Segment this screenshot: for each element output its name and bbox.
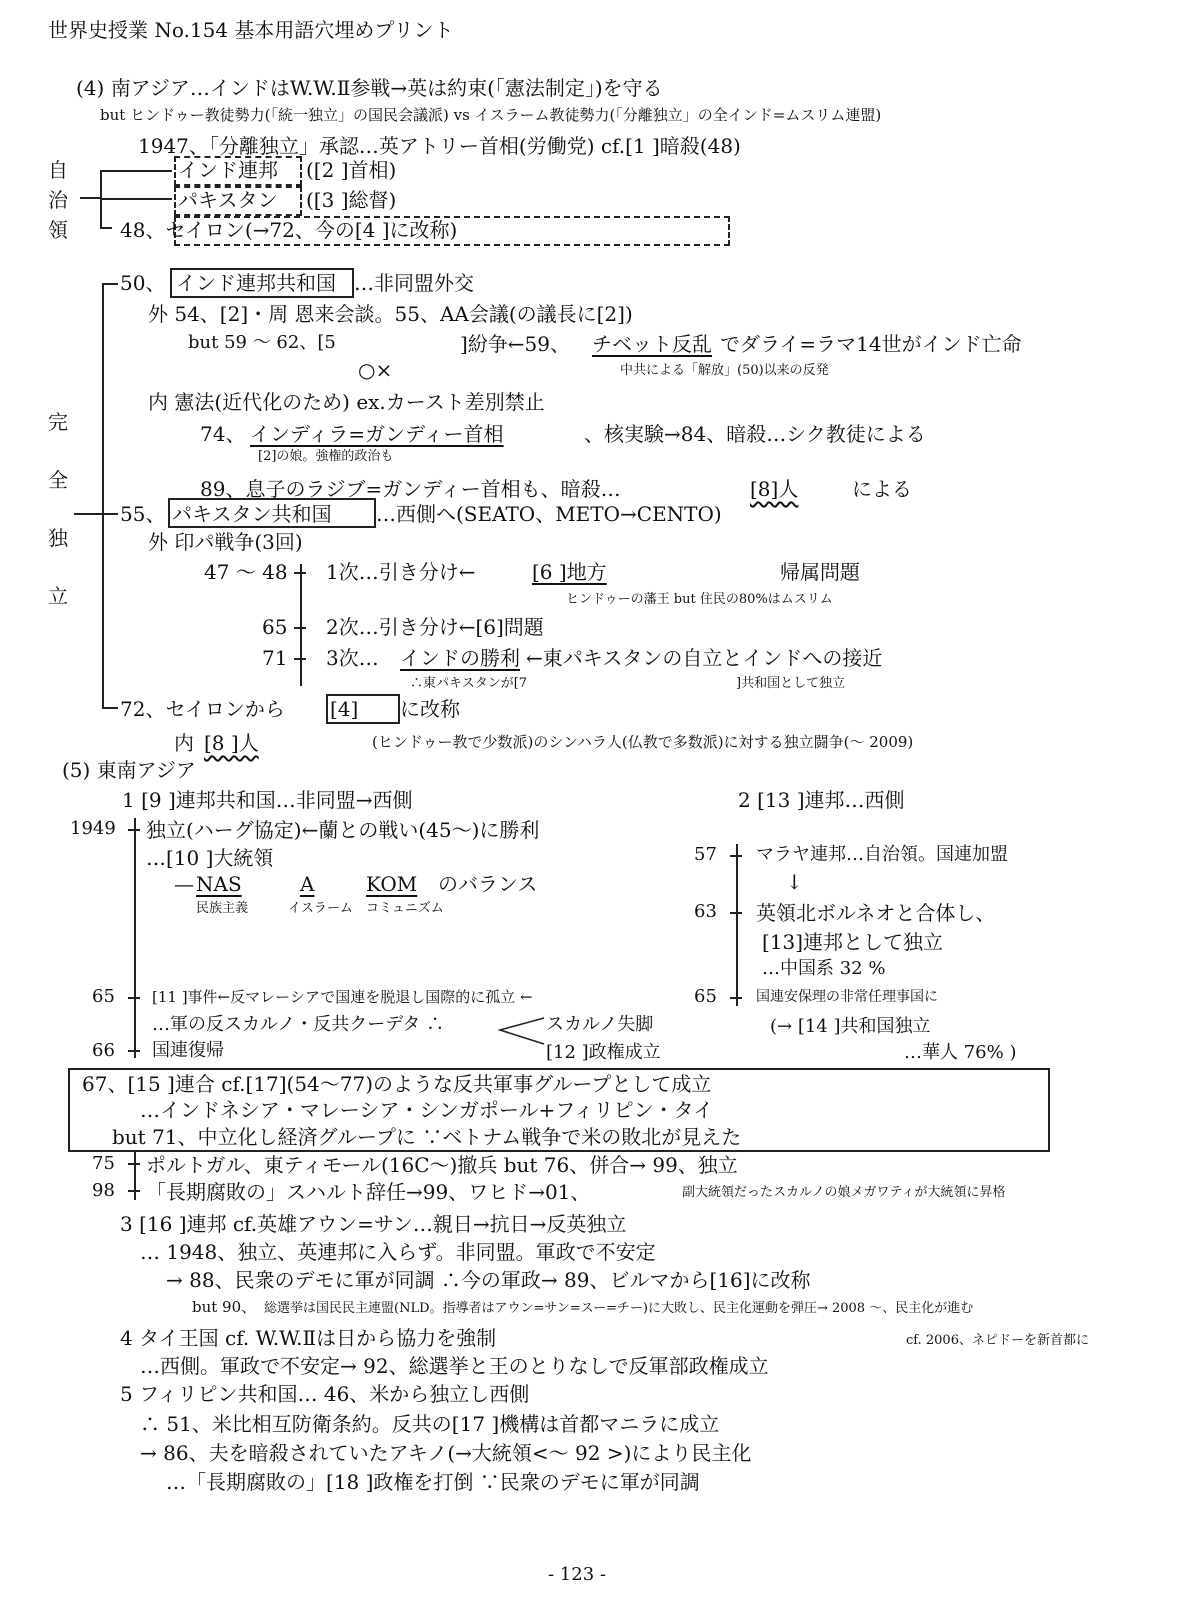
side-label-zen: 全: [48, 468, 68, 492]
malaysia-title: 2 [13 ]連邦…西側: [738, 788, 905, 812]
indira-note: [2]の娘。強権的政治も: [258, 449, 394, 464]
india-foreign-54: 外 54、[2]・周 恩来会談。55、AA会議(の議長に[2]): [148, 302, 633, 326]
thailand-note: cf. 2006、ネピドーを新首都に: [906, 1333, 1089, 1348]
year-65-indonesia: 65: [92, 986, 115, 1007]
malaya-federation: マラヤ連邦…自治領。国連加盟: [756, 844, 1008, 865]
chinese-32: …中国系 32 %: [762, 958, 886, 979]
circle-cross-mark: ○×: [358, 358, 393, 382]
group-8-wavy: [8]人: [750, 477, 799, 501]
india-dominion: インド連邦: [178, 158, 278, 182]
side-label-doku: 独: [48, 526, 68, 550]
section-5-heading: (5) 東南アジア: [62, 758, 196, 782]
war2-year: 65: [262, 615, 288, 639]
chinese-76: …華人 76% ): [904, 1042, 1017, 1063]
indonesia-title: 1 [9 ]連邦共和国…非同盟→西側: [122, 788, 413, 812]
nasakom-note-islam: イスラーム: [288, 901, 353, 916]
nasakom-nas: NAS: [196, 872, 242, 896]
war3-year: 71: [262, 646, 288, 670]
line-1947: 1947、「分離独立」承認…英アトリー首相(労働党) cf.[1 ]暗殺(48): [138, 134, 741, 158]
side-label-ryo: 領: [48, 218, 68, 242]
philippines-line-2: → 86、夫を暗殺されていたアキノ(→大統領<〜 92 >)により民主化: [140, 1441, 752, 1465]
bracket-connector: [80, 197, 102, 199]
sukarno-fall: スカルノ失脚: [546, 1014, 654, 1035]
thailand-title: 4 タイ王国 cf. W.W.Ⅱは日から協力を強制: [120, 1326, 497, 1350]
nasakom-note-nationalism: 民族主義: [196, 901, 249, 916]
year-98: 98: [92, 1180, 115, 1201]
asean-line-3: but 71、中立化し経済グループに ∵ベトナム戦争で米の敗北が見えた: [112, 1125, 742, 1149]
singapore-line: (→ [14 ]共和国独立: [770, 1016, 931, 1037]
page-number: - 123 -: [548, 1564, 606, 1585]
timeline-tick: [128, 1190, 140, 1192]
year-89: 89、息子のラジブ=ガンディー首相も、暗殺…: [200, 477, 621, 501]
east-timor: ポルトガル、東ティモール(16C〜)撤兵 but 76、併合→ 99、独立: [146, 1153, 738, 1177]
war1-b: 帰属問題: [780, 560, 860, 584]
burma-line-2: → 88、民衆のデモに軍が同調 ∴今の軍政→ 89、ビルマから[16]に改称: [166, 1268, 811, 1292]
timeline-tick: [128, 829, 140, 831]
section-4-heading: (4) 南アジア…インドはW.W.Ⅱ参戦→英は約束(「憲法制定」)を守る: [76, 76, 663, 100]
bracket-tick: [100, 170, 172, 172]
timeline-tick: [128, 997, 140, 999]
nasakom-a: A: [300, 872, 315, 896]
sri-lanka-conflict: (ヒンドゥー教で少数派)のシンハラ人(仏教で多数派)に対する独立闘争(〜 2009): [372, 733, 914, 751]
indo-pak-wars: 外 印パ戦争(3回): [148, 530, 303, 554]
down-arrow: ↓: [786, 870, 803, 894]
year-57: 57: [694, 844, 717, 865]
bracket-tick: [100, 198, 172, 200]
timeline-tick: [294, 627, 306, 629]
year-50: 50、: [120, 271, 166, 295]
bracket-tick: [102, 707, 118, 709]
year-1949: 1949: [70, 818, 116, 839]
indonesia-independence: 独立(ハーグ協定)←蘭との戦い(45〜)に勝利: [146, 818, 540, 842]
timeline-tick: [294, 572, 306, 574]
nasakom-lead: —: [174, 872, 194, 896]
india-republic-rest: …非同盟外交: [354, 271, 474, 295]
page-title: 世界史授業 No.154 基本用語穴埋めプリント: [48, 18, 454, 42]
indonesia-late-timeline: [134, 1150, 136, 1200]
timeline-tick: [730, 997, 742, 999]
blank-4: [4]: [330, 697, 359, 721]
malaysia-timeline: [736, 844, 738, 1006]
side-label-kan: 完: [48, 410, 68, 434]
thailand-line-1: …西側。軍政で不安定→ 92、総選挙と王のとりなしで反軍部政権成立: [140, 1354, 769, 1378]
nasakom-kom: KOM: [366, 872, 418, 896]
year-66: 66: [92, 1040, 115, 1061]
indonesia-president: …[10 ]大統領: [146, 846, 274, 870]
pakistan-republic-rest: …西側へ(SEATO、METO→CENTO): [376, 502, 722, 526]
year-65-malaysia: 65: [694, 986, 717, 1007]
india-domestic: 内 憲法(近代化のため) ex.カースト差別禁止: [148, 390, 545, 414]
pakistan-dominion-rest: ([3 ]総督): [306, 188, 397, 212]
pakistan-dominion: パキスタン: [178, 188, 278, 212]
timeline-tick: [128, 1050, 140, 1052]
war1-kashmir: [6 ]地方: [532, 560, 607, 584]
gov-12: [12 ]政権成立: [546, 1042, 661, 1063]
year-63: 63: [694, 901, 717, 922]
burma-line-3-but: but 90、: [192, 1298, 257, 1316]
timeline-tick: [294, 658, 306, 660]
india-dominion-rest: ([2 ]首相): [306, 158, 397, 182]
war3-b: ←東パキスタンの自立とインドへの接近: [526, 646, 883, 670]
side-label-chi: 治: [48, 188, 68, 212]
nasakom-note-communism: コミュニズム: [366, 901, 444, 916]
sri-lanka-domestic: 内: [174, 731, 194, 755]
year-74: 74、: [200, 422, 246, 446]
burma-line-3: 総選挙は国民民主連盟(NLD。指導者はアウン=サン=スー=チー)に大敗し、民主化運動を弾圧→ 2008 〜、民主化が進む: [264, 1301, 974, 1316]
india-republic: インド連邦共和国: [176, 271, 336, 295]
bracket-tick: [102, 283, 118, 285]
philippines-line-3: …「長期腐敗の」[18 ]政権を打倒 ∵民衆のデモに軍が同調: [166, 1470, 700, 1494]
megawati-note: 副大統領だったスカルノの娘メガワティが大統領に昇格: [682, 1185, 1006, 1200]
burma-line-1: … 1948、独立、英連邦に入らず。非同盟。軍政で不安定: [140, 1240, 656, 1264]
timeline-tick: [730, 855, 742, 857]
but-59-a: but 59 〜 62、[5: [188, 332, 336, 353]
year-72: 72、セイロンから: [120, 697, 285, 721]
independence-bracket: [102, 283, 104, 708]
war-timeline: [300, 564, 302, 686]
indonesia-timeline: [134, 818, 136, 1058]
un-return: 国連復帰: [152, 1040, 224, 1061]
china-note: 中共による「解放」(50)以来の反発: [620, 363, 829, 378]
branch-arrow: [498, 1016, 546, 1046]
side-label-ji: 自: [48, 158, 68, 182]
nasakom-tail: のバランス: [438, 872, 538, 896]
incident-11: [11 ]事件←反マレーシアで国連を脱退し国際的に孤立 ←: [152, 988, 533, 1006]
timeline-tick: [730, 912, 742, 914]
asean-line-2: …インドネシア・マレーシア・シンガポール+フィリピン・タイ: [140, 1098, 714, 1122]
philippines-title: 5 フィリピン共和国… 46、米から独立し西側: [120, 1382, 530, 1406]
bracket-tick: [100, 227, 112, 229]
but-59-c: でダライ=ラマ14世がインド亡命: [720, 332, 1022, 356]
ceylon-line: 48、セイロン(→72、今の[4 ]に改称): [120, 218, 458, 242]
timeline-tick: [128, 1163, 140, 1165]
war3-a: 3次…: [326, 646, 379, 670]
tamil-blank-8: [8 ]人: [204, 731, 259, 755]
asean-line-1: 67、[15 ]連合 cf.[17](54〜77)のような反共軍事グループとして成立: [82, 1072, 712, 1096]
coup-line: …軍の反スカルノ・反共クーデタ ∴: [152, 1014, 445, 1035]
borneo-merge: 英領北ボルネオと合体し、: [756, 901, 996, 925]
war2: 2次…引き分け←[6]問題: [326, 615, 544, 639]
war3-note-b: ]共和国として独立: [736, 676, 846, 691]
war1-year: 47 〜 48: [204, 560, 288, 584]
india-victory: インドの勝利: [400, 646, 520, 670]
war3-note-a: ∴東パキスタンが[7: [410, 676, 528, 691]
year-72-rest: に改称: [400, 697, 460, 721]
war1-a: 1次…引き分け←: [326, 560, 476, 584]
pakistan-republic: パキスタン共和国: [172, 502, 332, 526]
malaysia-independence: [13]連邦として独立: [762, 930, 944, 954]
bracket-tick: [74, 513, 118, 515]
burma-title: 3 [16 ]連邦 cf.英雄アウン=サン…親日→抗日→反英独立: [120, 1212, 627, 1236]
but-line: but ヒンドゥー教徒勢力(「統一独立」の国民会議派) vs イスラーム教徒勢力(「分離独立」の全インド=ムスリム連盟): [100, 106, 882, 124]
year-74-rest: 、核実験→84、暗殺…シク教徒による: [584, 422, 926, 446]
tibet-revolt: チベット反乱: [592, 332, 712, 356]
indira-gandhi: インディラ=ガンディー首相: [250, 422, 504, 446]
year-55: 55、: [120, 502, 166, 526]
suharto-resign: 「長期腐敗の」スハルト辞任→99、ワヒド→01、: [146, 1180, 591, 1204]
but-59-b: ]紛争←59、: [460, 332, 571, 356]
war1-note: ヒンドゥーの藩王 but 住民の80%はムスリム: [566, 592, 833, 607]
year-89-rest: による: [852, 477, 912, 501]
side-label-ritsu: 立: [48, 584, 68, 608]
un-security-council: 国連安保理の非常任理事国に: [756, 989, 938, 1005]
year-75: 75: [92, 1153, 115, 1174]
philippines-line-1: ∴ 51、米比相互防衛条約。反共の[17 ]機構は首都マニラに成立: [140, 1412, 720, 1436]
